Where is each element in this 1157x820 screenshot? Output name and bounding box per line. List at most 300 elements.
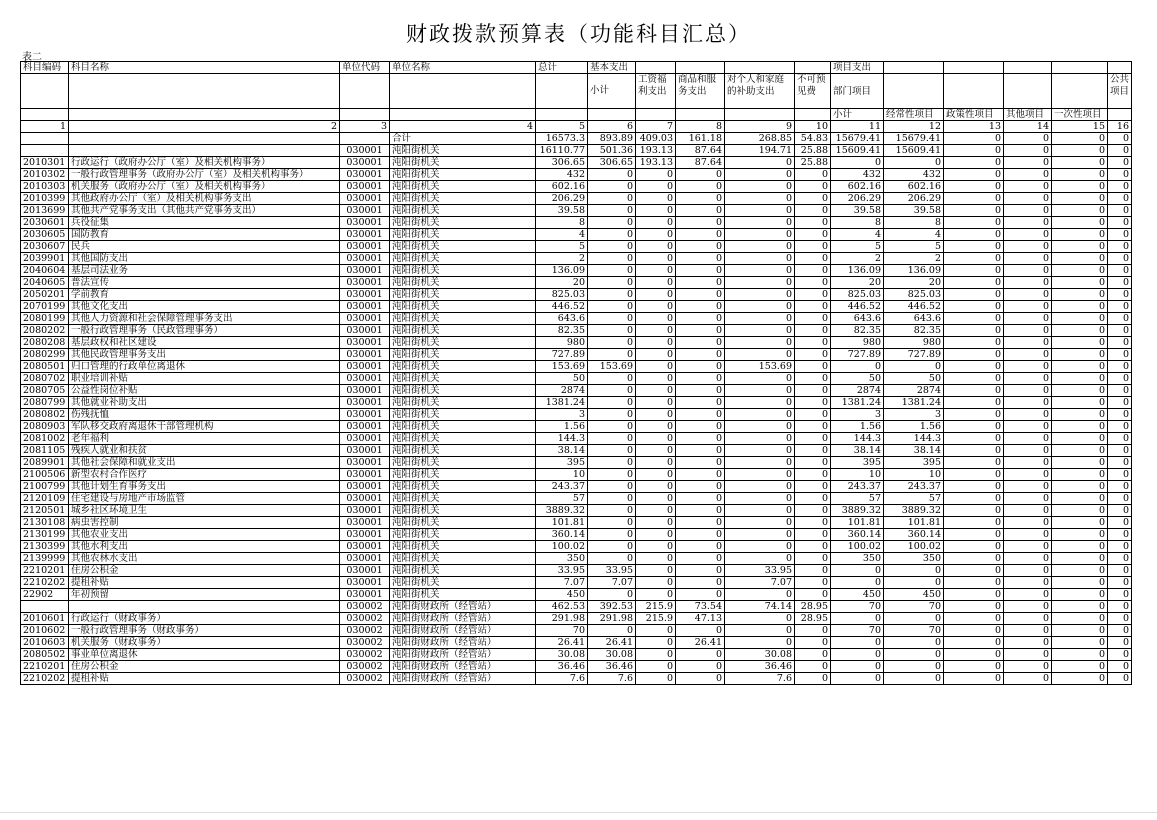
column-number: 5 (536, 121, 588, 133)
other-project-cell: 0 (1004, 409, 1052, 421)
unit-code-cell: 030001 (340, 481, 390, 493)
personal-subsidy-cell: 0 (725, 349, 795, 361)
goods-services-cell: 0 (676, 217, 725, 229)
onetime-project-cell: 0 (1052, 541, 1108, 553)
basic-subtotal-cell: 36.46 (588, 661, 636, 673)
recurring-project-cell: 1381.24 (884, 397, 944, 409)
public-project-cell: 0 (1108, 577, 1132, 589)
total-cell: 57 (536, 493, 588, 505)
column-number: 12 (884, 121, 944, 133)
table-row (21, 637, 1132, 649)
unit-code-cell: 030001 (340, 505, 390, 517)
subject-name-cell: 机关服务（政府办公厅（室）及相关机构事务） (69, 181, 340, 193)
onetime-project-cell: 0 (1052, 469, 1108, 481)
onetime-project-cell: 0 (1052, 433, 1108, 445)
personal-subsidy-cell: 0 (725, 553, 795, 565)
goods-services-cell: 0 (676, 397, 725, 409)
personal-subsidy-cell: 153.69 (725, 361, 795, 373)
project-subtotal-cell: 38.14 (831, 445, 884, 457)
subject-code-cell: 2210202 (21, 577, 69, 589)
public-project-cell: 0 (1108, 529, 1132, 541)
project-subtotal-cell: 101.81 (831, 517, 884, 529)
policy-project-cell: 0 (944, 157, 1004, 169)
unit-name-cell: 沌阳街机关 (390, 541, 536, 553)
other-project-cell: 0 (1004, 529, 1052, 541)
subject-code-cell: 2080702 (21, 373, 69, 385)
unit-code-cell: 030001 (340, 193, 390, 205)
goods-services-cell: 0 (676, 349, 725, 361)
onetime-project-cell: 0 (1052, 193, 1108, 205)
recurring-project-cell: 136.09 (884, 265, 944, 277)
basic-subtotal-cell: 0 (588, 385, 636, 397)
subject-name-cell: 城乡社区环境卫生 (69, 505, 340, 517)
total-cell: 980 (536, 337, 588, 349)
table-row (21, 193, 1132, 205)
onetime-project-cell: 0 (1052, 649, 1108, 661)
unit-name-cell: 沌阳街机关 (390, 565, 536, 577)
unit-code-cell: 030001 (340, 385, 390, 397)
public-project-cell: 0 (1108, 409, 1132, 421)
unit-code-cell: 030001 (340, 217, 390, 229)
public-project-cell: 0 (1108, 217, 1132, 229)
goods-services-cell: 0 (676, 649, 725, 661)
goods-services-cell: 0 (676, 505, 725, 517)
onetime-project-cell: 0 (1052, 613, 1108, 625)
public-project-cell: 0 (1108, 397, 1132, 409)
unit-name-cell: 沌阳街机关 (390, 337, 536, 349)
project-subtotal-cell: 0 (831, 577, 884, 589)
recurring-project-cell: 50 (884, 373, 944, 385)
onetime-project-cell: 0 (1052, 277, 1108, 289)
subject-name-cell: 其他文化支出 (69, 301, 340, 313)
unforeseen-cell: 0 (795, 589, 831, 601)
basic-subtotal-cell: 501.36 (588, 145, 636, 157)
public-project-cell: 0 (1108, 337, 1132, 349)
policy-project-cell: 0 (944, 169, 1004, 181)
header-row-1 (21, 62, 1132, 74)
subject-code-cell: 2100506 (21, 469, 69, 481)
unforeseen-cell: 0 (795, 637, 831, 649)
subject-code-cell: 22902 (21, 589, 69, 601)
table-row (21, 613, 1132, 625)
total-cell: 350 (536, 553, 588, 565)
onetime-project-cell: 0 (1052, 529, 1108, 541)
project-subtotal-cell: 643.6 (831, 313, 884, 325)
goods-services-cell: 0 (676, 373, 725, 385)
onetime-project-cell: 0 (1052, 409, 1108, 421)
unit-name-cell: 沌阳街机关 (390, 361, 536, 373)
personal-subsidy-cell: 0 (725, 445, 795, 457)
other-project-cell: 0 (1004, 325, 1052, 337)
wage-benefits-cell: 0 (636, 565, 676, 577)
basic-subtotal-cell: 33.95 (588, 565, 636, 577)
unit-code-cell: 030001 (340, 289, 390, 301)
other-project-cell: 0 (1004, 469, 1052, 481)
total-cell: 360.14 (536, 529, 588, 541)
personal-subsidy-cell: 0 (725, 493, 795, 505)
subject-name-cell (69, 601, 340, 613)
goods-services-cell: 0 (676, 589, 725, 601)
recurring-project-cell: 70 (884, 601, 944, 613)
subject-name-cell: 年初预留 (69, 589, 340, 601)
wage-benefits-cell: 0 (636, 433, 676, 445)
policy-project-cell: 0 (944, 649, 1004, 661)
unit-name-cell: 沌阳街机关 (390, 205, 536, 217)
project-subtotal-cell: 39.58 (831, 205, 884, 217)
basic-subtotal-cell: 392.53 (588, 601, 636, 613)
subject-code-cell: 2210201 (21, 661, 69, 673)
policy-project-cell: 0 (944, 397, 1004, 409)
other-project-cell: 0 (1004, 481, 1052, 493)
goods-services-cell: 0 (676, 661, 725, 673)
subject-name-cell: 老年福利 (69, 433, 340, 445)
onetime-project-cell: 0 (1052, 517, 1108, 529)
total-cell: 643.6 (536, 313, 588, 325)
subject-code-cell (21, 133, 69, 145)
unit-code-cell: 030001 (340, 589, 390, 601)
onetime-project-cell: 0 (1052, 673, 1108, 685)
wage-benefits-cell: 0 (636, 373, 676, 385)
project-subtotal-cell: 350 (831, 553, 884, 565)
unit-code-cell: 030001 (340, 445, 390, 457)
total-cell: 206.29 (536, 193, 588, 205)
public-project-cell: 0 (1108, 469, 1132, 481)
total-cell: 10 (536, 469, 588, 481)
subject-name-cell: 民兵 (69, 241, 340, 253)
onetime-project-cell: 0 (1052, 313, 1108, 325)
project-subtotal-cell: 57 (831, 493, 884, 505)
subject-code-cell: 2130108 (21, 517, 69, 529)
policy-project-cell: 0 (944, 589, 1004, 601)
recurring-project-cell: 432 (884, 169, 944, 181)
unit-name-cell: 沌阳街机关 (390, 253, 536, 265)
subject-code-cell: 2210201 (21, 565, 69, 577)
header-recurring: 经常性项目 (884, 109, 944, 121)
unforeseen-cell: 0 (795, 505, 831, 517)
table-row (21, 229, 1132, 241)
header-unit-code: 单位代码 (340, 62, 390, 74)
onetime-project-cell: 0 (1052, 217, 1108, 229)
other-project-cell: 0 (1004, 205, 1052, 217)
project-subtotal-cell: 0 (831, 361, 884, 373)
header-unforeseen: 不可预见费 (795, 74, 831, 109)
onetime-project-cell: 0 (1052, 181, 1108, 193)
subject-code-cell: 2080199 (21, 313, 69, 325)
header-unit-name: 单位名称 (390, 62, 536, 74)
public-project-cell: 0 (1108, 373, 1132, 385)
column-number: 2 (69, 121, 340, 133)
wage-benefits-cell: 0 (636, 421, 676, 433)
basic-subtotal-cell: 0 (588, 457, 636, 469)
public-project-cell: 0 (1108, 445, 1132, 457)
public-project-cell: 0 (1108, 193, 1132, 205)
unit-name-cell: 沌阳街机关 (390, 217, 536, 229)
subject-name-cell: 机关服务（财政事务） (69, 637, 340, 649)
public-project-cell: 0 (1108, 157, 1132, 169)
column-number: 6 (588, 121, 636, 133)
subject-name-cell: 其他政府办公厅（室）及相关机构事务支出 (69, 193, 340, 205)
public-project-cell: 0 (1108, 133, 1132, 145)
subject-code-cell: 2030607 (21, 241, 69, 253)
project-subtotal-cell: 0 (831, 157, 884, 169)
table-row (21, 505, 1132, 517)
recurring-project-cell: 450 (884, 589, 944, 601)
basic-subtotal-cell: 30.08 (588, 649, 636, 661)
public-project-cell: 0 (1108, 325, 1132, 337)
unit-code-cell: 030002 (340, 637, 390, 649)
other-project-cell: 0 (1004, 193, 1052, 205)
wage-benefits-cell: 0 (636, 409, 676, 421)
project-subtotal-cell: 0 (831, 649, 884, 661)
total-cell: 8 (536, 217, 588, 229)
header-code: 科目编码 (21, 62, 69, 74)
policy-project-cell: 0 (944, 565, 1004, 577)
subject-name-cell: 其他人力资源和社会保障管理事务支出 (69, 313, 340, 325)
table-row (21, 181, 1132, 193)
unit-code-cell: 030001 (340, 577, 390, 589)
table-row (21, 301, 1132, 313)
unforeseen-cell: 0 (795, 193, 831, 205)
unforeseen-cell: 0 (795, 361, 831, 373)
subject-name-cell: 学前教育 (69, 289, 340, 301)
recurring-project-cell: 3 (884, 409, 944, 421)
unit-code-cell: 030001 (340, 181, 390, 193)
personal-subsidy-cell: 74.14 (725, 601, 795, 613)
personal-subsidy-cell: 194.71 (725, 145, 795, 157)
total-cell: 153.69 (536, 361, 588, 373)
unit-name-cell: 沌阳街机关 (390, 301, 536, 313)
recurring-project-cell: 70 (884, 625, 944, 637)
basic-subtotal-cell: 306.65 (588, 157, 636, 169)
basic-subtotal-cell: 0 (588, 625, 636, 637)
wage-benefits-cell: 0 (636, 517, 676, 529)
total-cell: 30.08 (536, 649, 588, 661)
wage-benefits-cell: 0 (636, 181, 676, 193)
wage-benefits-cell: 0 (636, 637, 676, 649)
unforeseen-cell: 0 (795, 661, 831, 673)
project-subtotal-cell: 450 (831, 589, 884, 601)
subject-name-cell: 住房公积金 (69, 661, 340, 673)
table-row (21, 361, 1132, 373)
public-project-cell: 0 (1108, 553, 1132, 565)
goods-services-cell: 0 (676, 229, 725, 241)
recurring-project-cell: 1.56 (884, 421, 944, 433)
policy-project-cell: 0 (944, 241, 1004, 253)
policy-project-cell: 0 (944, 277, 1004, 289)
policy-project-cell: 0 (944, 385, 1004, 397)
wage-benefits-cell: 0 (636, 385, 676, 397)
subject-code-cell: 2010301 (21, 157, 69, 169)
table-row (21, 541, 1132, 553)
header-subtotal: 小计 (588, 74, 636, 109)
total-cell: 446.52 (536, 301, 588, 313)
public-project-cell: 0 (1108, 205, 1132, 217)
public-project-cell: 0 (1108, 541, 1132, 553)
other-project-cell: 0 (1004, 445, 1052, 457)
unit-name-cell: 沌阳街机关 (390, 277, 536, 289)
unforeseen-cell: 0 (795, 253, 831, 265)
onetime-project-cell: 0 (1052, 229, 1108, 241)
unit-code-cell: 030001 (340, 457, 390, 469)
recurring-project-cell: 15679.41 (884, 133, 944, 145)
onetime-project-cell: 0 (1052, 169, 1108, 181)
table-row (21, 145, 1132, 157)
page-title: 财政拨款预算表（功能科目汇总） (406, 22, 751, 46)
wage-benefits-cell: 215.9 (636, 601, 676, 613)
project-subtotal-cell: 100.02 (831, 541, 884, 553)
subject-code-cell: 2010302 (21, 169, 69, 181)
goods-services-cell: 87.64 (676, 145, 725, 157)
basic-subtotal-cell: 26.41 (588, 637, 636, 649)
goods-services-cell: 0 (676, 625, 725, 637)
goods-services-cell: 87.64 (676, 157, 725, 169)
wage-benefits-cell: 0 (636, 661, 676, 673)
total-cell: 26.41 (536, 637, 588, 649)
other-project-cell: 0 (1004, 421, 1052, 433)
other-project-cell: 0 (1004, 301, 1052, 313)
personal-subsidy-cell: 0 (725, 517, 795, 529)
table-row (21, 625, 1132, 637)
project-subtotal-cell: 70 (831, 601, 884, 613)
unit-code-cell: 030001 (340, 397, 390, 409)
subject-code-cell: 2030601 (21, 217, 69, 229)
basic-subtotal-cell: 291.98 (588, 613, 636, 625)
public-project-cell: 0 (1108, 385, 1132, 397)
unit-name-cell: 沌阳街机关 (390, 481, 536, 493)
onetime-project-cell: 0 (1052, 157, 1108, 169)
unit-name-cell: 沌阳街机关 (390, 157, 536, 169)
policy-project-cell: 0 (944, 409, 1004, 421)
table-row (21, 421, 1132, 433)
wage-benefits-cell: 0 (636, 229, 676, 241)
public-project-cell: 0 (1108, 637, 1132, 649)
unit-name-cell: 沌阳街机关 (390, 457, 536, 469)
header-wage: 工资福利支出 (636, 74, 676, 109)
recurring-project-cell: 10 (884, 469, 944, 481)
wage-benefits-cell: 0 (636, 253, 676, 265)
subject-code-cell: 2081002 (21, 433, 69, 445)
other-project-cell: 0 (1004, 229, 1052, 241)
unit-name-cell: 沌阳街机关 (390, 421, 536, 433)
personal-subsidy-cell: 7.6 (725, 673, 795, 685)
wage-benefits-cell: 0 (636, 205, 676, 217)
unforeseen-cell: 0 (795, 649, 831, 661)
table-row (21, 661, 1132, 673)
policy-project-cell: 0 (944, 553, 1004, 565)
personal-subsidy-cell: 0 (725, 469, 795, 481)
public-project-cell: 0 (1108, 673, 1132, 685)
wage-benefits-cell: 0 (636, 241, 676, 253)
column-number: 9 (725, 121, 795, 133)
personal-subsidy-cell: 0 (725, 253, 795, 265)
total-cell: 1381.24 (536, 397, 588, 409)
policy-project-cell: 0 (944, 637, 1004, 649)
onetime-project-cell: 0 (1052, 301, 1108, 313)
subject-code-cell: 2080202 (21, 325, 69, 337)
policy-project-cell: 0 (944, 493, 1004, 505)
onetime-project-cell: 0 (1052, 553, 1108, 565)
personal-subsidy-cell: 0 (725, 589, 795, 601)
table-row (21, 169, 1132, 181)
unforeseen-cell: 0 (795, 229, 831, 241)
basic-subtotal-cell: 0 (588, 373, 636, 385)
onetime-project-cell: 0 (1052, 637, 1108, 649)
table-row (21, 445, 1132, 457)
recurring-project-cell: 360.14 (884, 529, 944, 541)
wage-benefits-cell: 0 (636, 457, 676, 469)
unit-name-cell: 沌阳街机关 (390, 241, 536, 253)
subject-name-cell: 其他民政管理事务支出 (69, 349, 340, 361)
table-row (21, 313, 1132, 325)
subject-code-cell: 2010399 (21, 193, 69, 205)
unforeseen-cell: 0 (795, 433, 831, 445)
basic-subtotal-cell: 0 (588, 433, 636, 445)
onetime-project-cell: 0 (1052, 337, 1108, 349)
basic-subtotal-cell: 7.6 (588, 673, 636, 685)
policy-project-cell: 0 (944, 289, 1004, 301)
unforeseen-cell: 0 (795, 241, 831, 253)
unforeseen-cell: 0 (795, 277, 831, 289)
project-subtotal-cell: 432 (831, 169, 884, 181)
unit-code-cell: 030001 (340, 265, 390, 277)
table-label: 表二 (22, 52, 42, 63)
personal-subsidy-cell: 36.46 (725, 661, 795, 673)
public-project-cell: 0 (1108, 301, 1132, 313)
other-project-cell: 0 (1004, 157, 1052, 169)
subject-name-cell: 其他水利支出 (69, 541, 340, 553)
subject-code-cell: 2139999 (21, 553, 69, 565)
policy-project-cell: 0 (944, 253, 1004, 265)
table-row (21, 253, 1132, 265)
unit-name-cell: 沌阳街机关 (390, 529, 536, 541)
recurring-project-cell: 0 (884, 157, 944, 169)
total-cell: 727.89 (536, 349, 588, 361)
unit-code-cell: 030001 (340, 553, 390, 565)
table-row (21, 385, 1132, 397)
personal-subsidy-cell: 0 (725, 241, 795, 253)
other-project-cell: 0 (1004, 373, 1052, 385)
subject-name-cell: 提租补贴 (69, 577, 340, 589)
personal-subsidy-cell: 0 (725, 625, 795, 637)
subject-code-cell (21, 601, 69, 613)
onetime-project-cell: 0 (1052, 481, 1108, 493)
public-project-cell: 0 (1108, 517, 1132, 529)
total-cell: 3 (536, 409, 588, 421)
unforeseen-cell: 0 (795, 349, 831, 361)
unforeseen-cell: 0 (795, 169, 831, 181)
goods-services-cell: 0 (676, 193, 725, 205)
unforeseen-cell: 0 (795, 265, 831, 277)
public-project-cell: 0 (1108, 313, 1132, 325)
subject-code-cell (21, 145, 69, 157)
project-subtotal-cell: 10 (831, 469, 884, 481)
unit-code-cell: 030001 (340, 313, 390, 325)
subject-code-cell: 2120109 (21, 493, 69, 505)
unit-code-cell: 030001 (340, 337, 390, 349)
subject-code-cell: 2080299 (21, 349, 69, 361)
total-cell: 7.07 (536, 577, 588, 589)
unit-code-cell: 030002 (340, 613, 390, 625)
policy-project-cell: 0 (944, 301, 1004, 313)
project-subtotal-cell: 1.56 (831, 421, 884, 433)
subject-name-cell: 职业培训补贴 (69, 373, 340, 385)
recurring-project-cell: 5 (884, 241, 944, 253)
unit-code-cell: 030001 (340, 373, 390, 385)
policy-project-cell: 0 (944, 445, 1004, 457)
recurring-project-cell: 39.58 (884, 205, 944, 217)
column-number: 10 (795, 121, 831, 133)
subject-code-cell: 2080903 (21, 421, 69, 433)
